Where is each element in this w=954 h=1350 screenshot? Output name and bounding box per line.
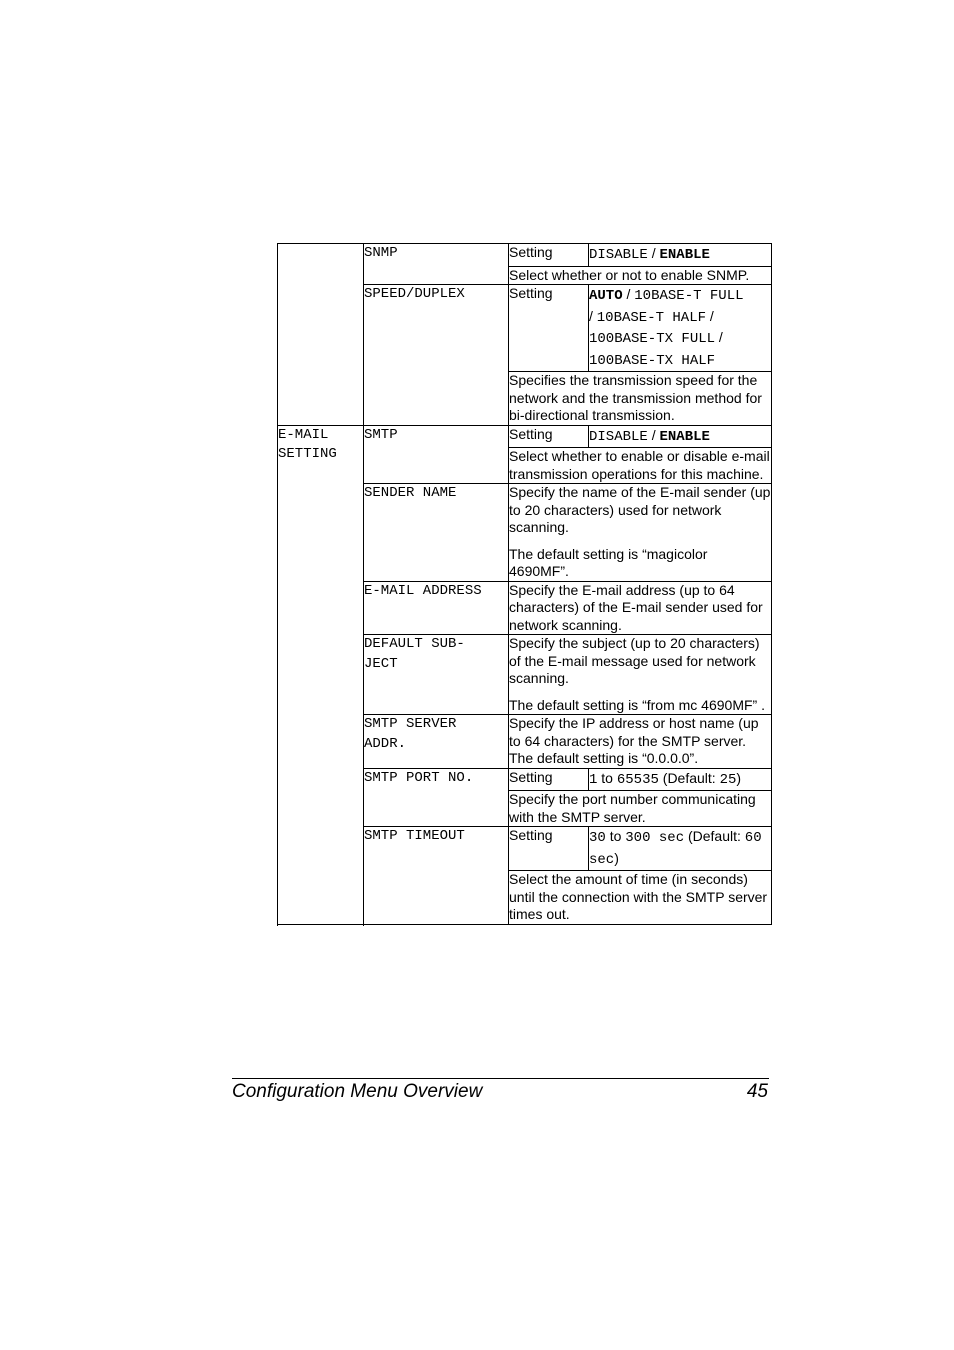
table-row [278,425,772,448]
default-value: 60 sec [589,830,762,868]
item-description-sender-name [509,484,772,582]
section-email-setting: E-MAIL SETTING [278,425,364,925]
range-max: 65535 [616,771,659,788]
default-value: 25 [719,771,737,788]
item-name-smtp-timeout: SMTP TIMEOUT [364,827,509,925]
range-min: 1 [589,771,598,788]
setting-label: Setting [509,425,589,448]
footer-title: Configuration Menu Overview [232,1081,483,1102]
option-enable-default: ENABLE [659,428,710,445]
setting-label: Setting [509,285,589,372]
item-description-smtp-timeout: Select the amount of time (in seconds) until the connection with the SMTP server times out. [509,871,772,925]
item-name-smtp-port-no: SMTP PORT NO. [364,768,509,827]
setting-label: Setting [509,244,589,267]
description-text: Specify the subject (up to 20 characters) of the E-mail message used for network scanning. [509,635,760,686]
item-name-smtp-server-addr: SMTP SERVER ADDR. [364,715,509,769]
option-disable: DISABLE [589,247,648,263]
section-cell-blank [278,244,364,426]
item-description-snmp: Select whether or not to enable SNMP. [509,266,772,285]
configuration-menu-table [277,243,772,925]
item-description-email-address: Specify the E-mail address (up to 64 characters) of the E-mail sender used for network scanning. [509,581,772,635]
setting-label: Setting [509,827,589,871]
item-description-default-subject [509,635,772,715]
item-description-smtp: Select whether to enable or disable e-mail transmission operations for this machine. [509,448,770,482]
setting-values-smtp: DISABLE / ENABLE [589,425,772,448]
option-10base-t-full: 10BASE-T FULL [634,288,744,304]
item-name-email-address: E-MAIL ADDRESS [364,581,509,635]
option-separator: / [647,245,660,261]
option-10base-t-half: 10BASE-T HALF [596,309,706,326]
option-100base-tx-half: 100BASE-TX HALF [589,352,716,369]
item-name-sender-name: SENDER NAME [364,484,509,582]
item-name-smtp: SMTP [364,425,509,484]
item-description-smtp-server-addr: Specify the IP address or host name (up to 64 characters) for the SMTP server. The default setting is “0.0.0.0”. [509,715,772,769]
default-note: The default setting is “magicolor 4690MF”. [509,545,708,579]
setting-values-snmp [589,244,772,267]
table-row [278,244,772,267]
option-auto-default: AUTO [589,288,623,304]
item-name-snmp: SNMP [364,244,509,285]
option-100base-tx-full: 100BASE-TX FULL [589,331,716,347]
setting-label: Setting [509,768,589,791]
setting-values-speed-duplex: AUTO / 10BASE-T FULL / 10BASE-T HALF / 100BASE-TX FULL / 100BASE-TX HALF [589,285,772,372]
footer-rule [232,1078,769,1079]
item-description-speed-duplex: Specifies the transmission speed for the network and the transmission method for bi-directional transmission. [509,372,772,426]
description-text: Specify the name of the E-mail sender (up to 20 characters) used for network scanning. [509,484,771,535]
option-disable: DISABLE [589,428,648,445]
range-max: 300 sec [625,830,685,846]
option-enable-default: ENABLE [659,247,710,263]
default-note: The default setting is “from mc 4690MF” . [509,696,765,713]
range-min: 30 [589,830,606,846]
page-number: 45 [746,1081,768,1102]
item-name-default-subject: DEFAULT SUB- JECT [364,635,509,715]
item-name-speed-duplex: SPEED/DUPLEX [364,285,509,426]
setting-values-smtp-port: 1 to 65535 (Default: 25) [589,768,772,791]
item-description-smtp-port-no: Specify the port number communicating with the SMTP server. [509,791,772,827]
setting-values-smtp-timeout: 30 to 300 sec (Default: 60 sec) [589,827,772,871]
